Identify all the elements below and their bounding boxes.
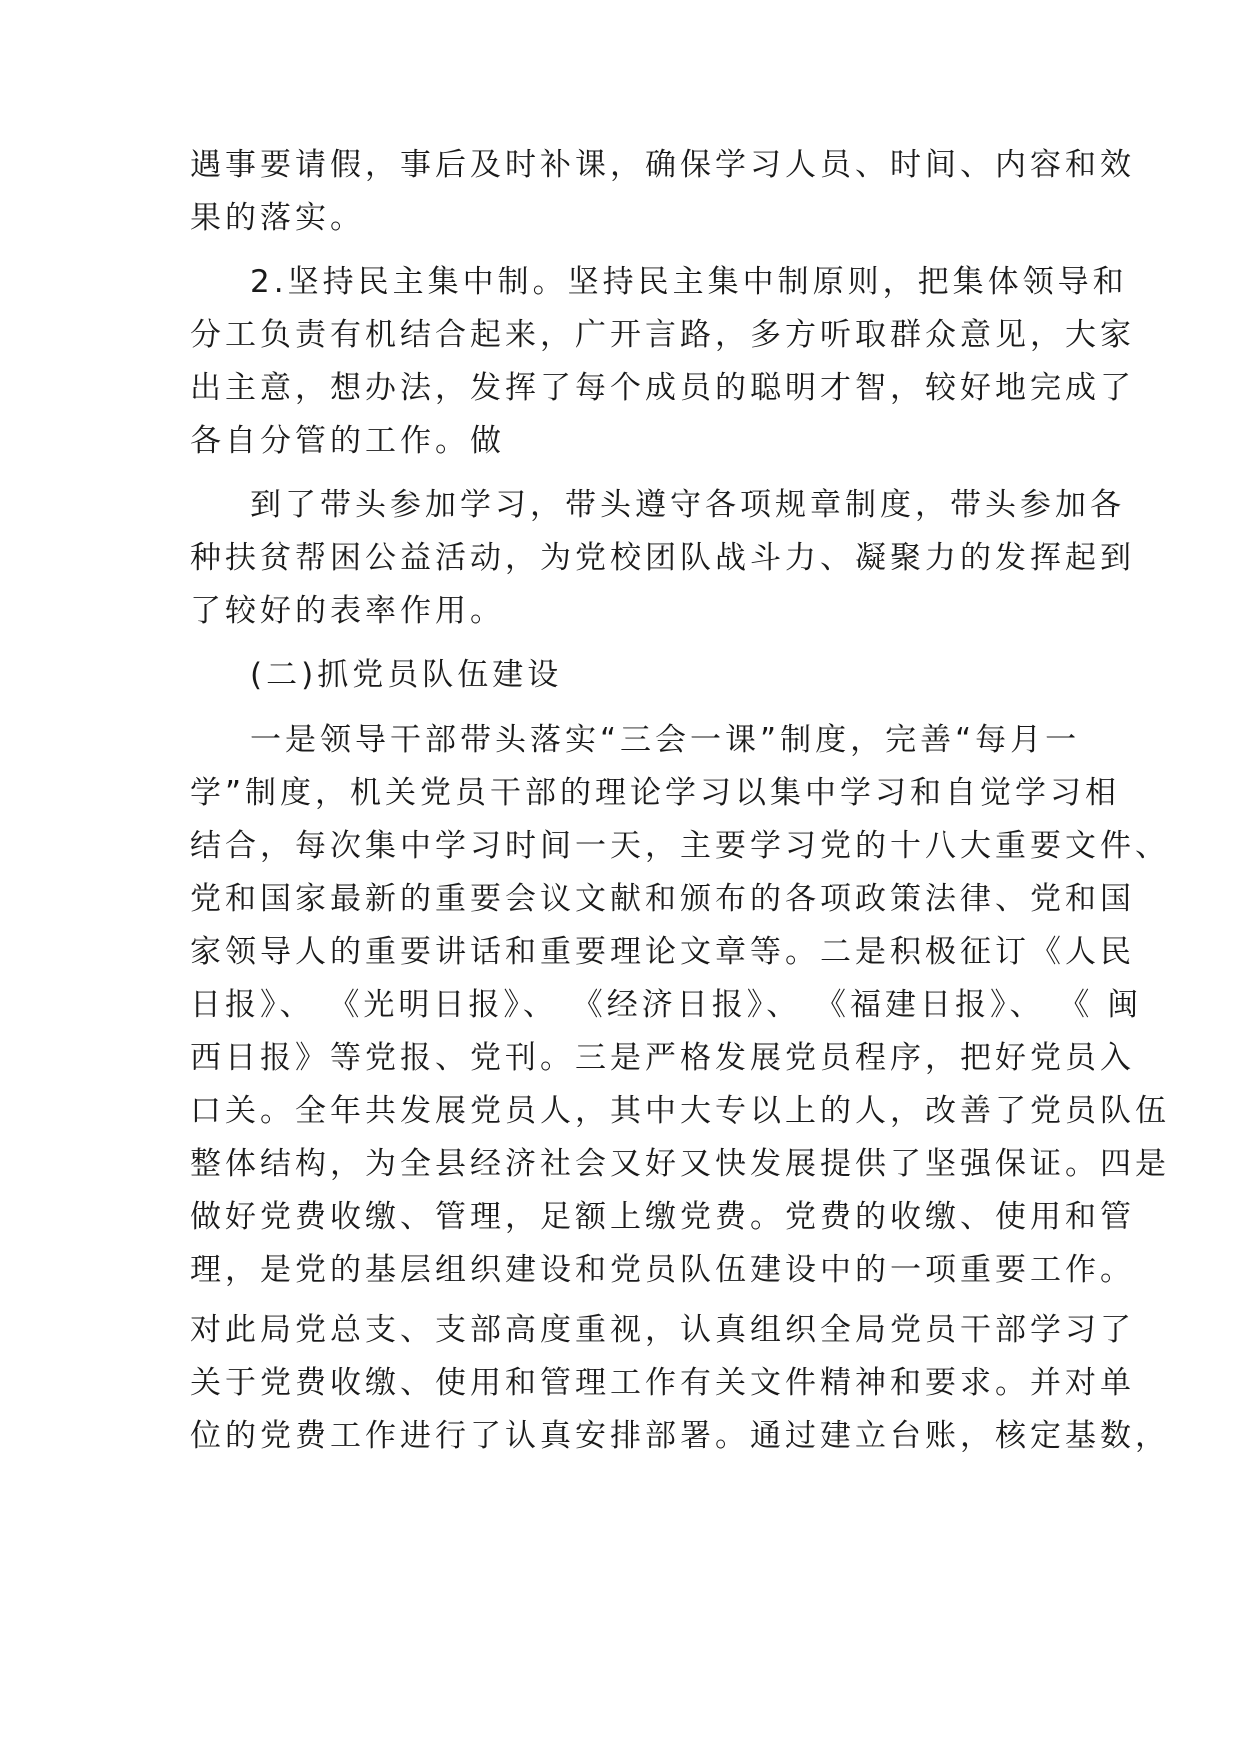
body-text-line: 理，是党的基层组织建设和党员队伍建设中的一项重要工作。 <box>190 1252 1135 1288</box>
body-text-line: 各自分管的工作。做 <box>190 423 505 459</box>
body-text-line: 西日报》等党报、党刊。三是严格发展党员程序，把好党员入 <box>190 1040 1135 1076</box>
body-text-line: 家领导人的重要讲话和重要理论文章等。二是积极征订《人民 <box>190 934 1135 970</box>
body-text-line: 2.坚持民主集中制。坚持民主集中制原则，把集体领导和 <box>250 264 1128 300</box>
body-text-line: 学”制度，机关党员干部的理论学习以集中学习和自觉学习相 <box>190 775 1121 811</box>
body-text-line: 了较好的表率作用。 <box>190 593 505 629</box>
body-text-line: 分工负责有机结合起来，广开言路，多方听取群众意见，大家 <box>190 317 1135 353</box>
body-text-line: 党和国家最新的重要会议文献和颁布的各项政策法律、党和国 <box>190 881 1135 917</box>
body-text-line: 种扶贫帮困公益活动，为党校团队战斗力、凝聚力的发挥起到 <box>190 540 1135 576</box>
body-text-line: 一是领导干部带头落实“三会一课”制度，完善“每月一 <box>250 722 1081 758</box>
body-text-line: 对此局党总支、支部高度重视，认真组织全局党员干部学习了 <box>190 1312 1135 1348</box>
body-text-line: 到了带头参加学习，带头遵守各项规章制度，带头参加各 <box>250 487 1125 523</box>
body-text-line: 位的党费工作进行了认真安排部署。通过建立台账，核定基数， <box>190 1418 1170 1454</box>
body-text-line: 日报》、 《光明日报》、 《经济日报》、 《福建日报》、 《 闽 <box>190 987 1143 1023</box>
body-text-line: 整体结构，为全县经济社会又好又快发展提供了坚强保证。四是 <box>190 1146 1170 1182</box>
body-text-line: 遇事要请假，事后及时补课，确保学习人员、时间、内容和效 <box>190 147 1135 183</box>
body-text-line: 果的落实。 <box>190 200 365 236</box>
body-text-line: 结合，每次集中学习时间一天，主要学习党的十八大重要文件、 <box>190 828 1170 864</box>
body-text-line: 关于党费收缴、使用和管理工作有关文件精神和要求。并对单 <box>190 1365 1135 1401</box>
body-text-line: 做好党费收缴、管理，足额上缴党费。党费的收缴、使用和管 <box>190 1199 1135 1235</box>
body-text-line: 出主意，想办法，发挥了每个成员的聪明才智，较好地完成了 <box>190 370 1135 406</box>
section-heading: (二)抓党员队伍建设 <box>250 657 563 693</box>
body-text-line: 口关。全年共发展党员人，其中大专以上的人，改善了党员队伍 <box>190 1093 1170 1129</box>
